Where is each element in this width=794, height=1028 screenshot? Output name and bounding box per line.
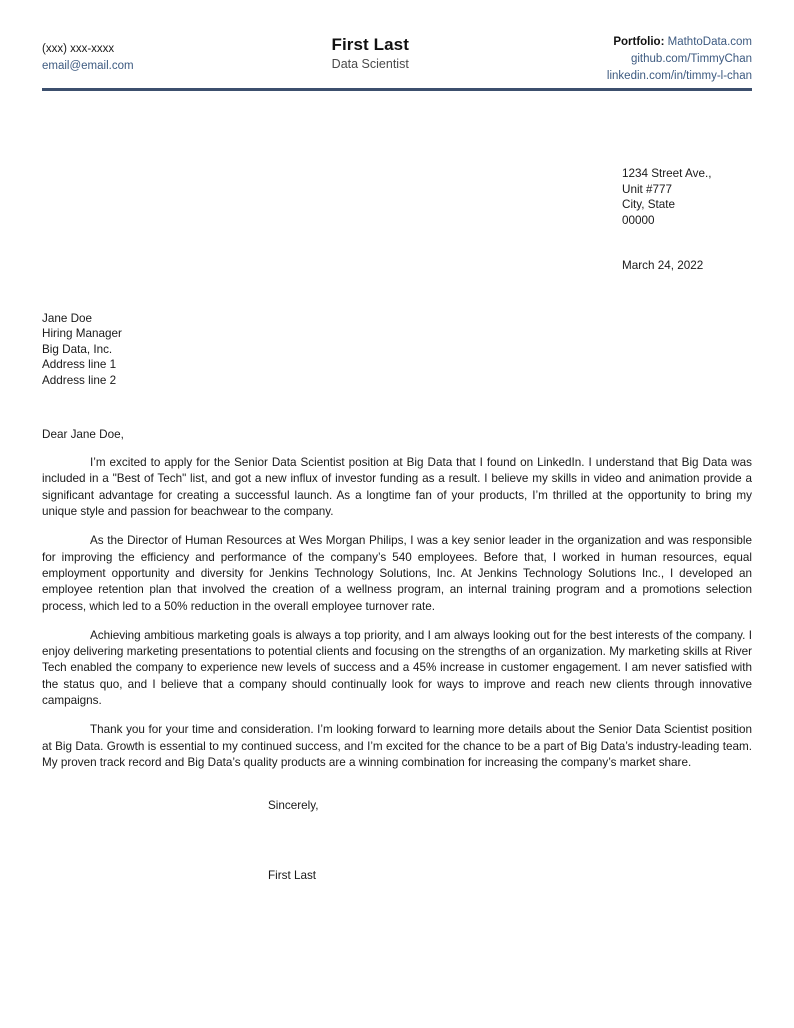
letterhead xyxy=(42,34,752,85)
closing-salutation: Sincerely, xyxy=(268,799,319,812)
recipient-address-line-2: Address line 2 xyxy=(42,373,117,387)
letter-body xyxy=(42,455,752,784)
signature-name: First Last xyxy=(268,869,317,882)
recipient-name: Jane Doe xyxy=(42,312,93,325)
email-link[interactable]: email@email.com xyxy=(42,60,134,72)
github-link[interactable]: github.com/TimmyChan xyxy=(630,53,752,65)
sender-address-line-2: Unit #777 xyxy=(622,182,673,196)
recipient-company: Big Data, Inc. xyxy=(42,342,113,356)
page-title: First Last xyxy=(331,35,409,54)
sender-address-line-4: 00000 xyxy=(622,213,655,227)
contact-block-left xyxy=(42,34,134,75)
sender-address-line-3: City, State xyxy=(622,198,676,212)
body-paragraph-3: Achieving ambitious marketing goals is always a top priority, and I am always looking out for the best interests of the company. I enjoy delivering marketing presentations to potential clients and focusing on the strengths of an organization. My marketing skills at River Tech enabled the company to experience new levels of success and a 45% increase in customer engagement. I am never satisfied with the status quo, and I believe that a company should continually look for ways to improve and reach new clients through innovative campaigns. xyxy=(42,628,752,708)
phone-number: (xxx) xxx-xxxx xyxy=(42,43,115,55)
sender-address-line-1: 1234 Street Ave., xyxy=(622,167,712,180)
letter-date: March 24, 2022 xyxy=(622,259,704,272)
body-paragraph-1: I’m excited to apply for the Senior Data Scientist position at Big Data that I found on LinkedIn. I understand that Big Data was included in a "Best of Tech" list, and got a new influx of investor funding as a result. I believe my skills in video and animation provide a significant advantage for creating a successful launch. As a longtime fan of your products, I’m thrilled at the opportunity to bring my unique style and passion for beachwear to the company. xyxy=(42,456,752,519)
header-divider-rule xyxy=(42,88,752,91)
sender-address xyxy=(622,166,752,228)
identity-block xyxy=(134,34,607,73)
body-paragraph-2: As the Director of Human Resources at Wes Morgan Philips, I was a key senior leader in the organization and was responsible for improving the efficiency and performance of the company’s 540 employees. Before that, I worked in human resources, equal employment opportunity and diversity for Jenkins Technology Solutions, Inc. At Jenkins Technology Solutions Inc., I developed an employee retention plan that involved the creation of a wellness program, an internal training program and a promotions selection process, which led to a 50% reduction in the overall employee turnover rate. xyxy=(42,534,752,613)
recipient-title: Hiring Manager xyxy=(42,327,122,341)
linkedin-link[interactable]: linkedin.com/in/timmy-l-chan xyxy=(606,70,752,82)
recipient-address-line-1: Address line 1 xyxy=(42,358,117,372)
contact-block-right xyxy=(607,34,752,85)
body-paragraph-4: Thank you for your time and consideration. I’m looking forward to learning more details about the Senior Data Scientist position at Big Data. Growth is essential to my continued success, and I’m excited for the chance to be a part of Big Data’s industry-leading team. My proven track record and Big Data’s quality products are a winning combination for increasing the company’s market share. xyxy=(42,723,752,769)
portfolio-link[interactable]: MathtoData.com xyxy=(667,36,752,48)
salutation: Dear Jane Doe, xyxy=(42,428,124,441)
job-title: Data Scientist xyxy=(331,57,409,71)
portfolio-row xyxy=(607,34,752,51)
portfolio-label: Portfolio: xyxy=(613,36,665,48)
recipient-address xyxy=(42,311,122,388)
